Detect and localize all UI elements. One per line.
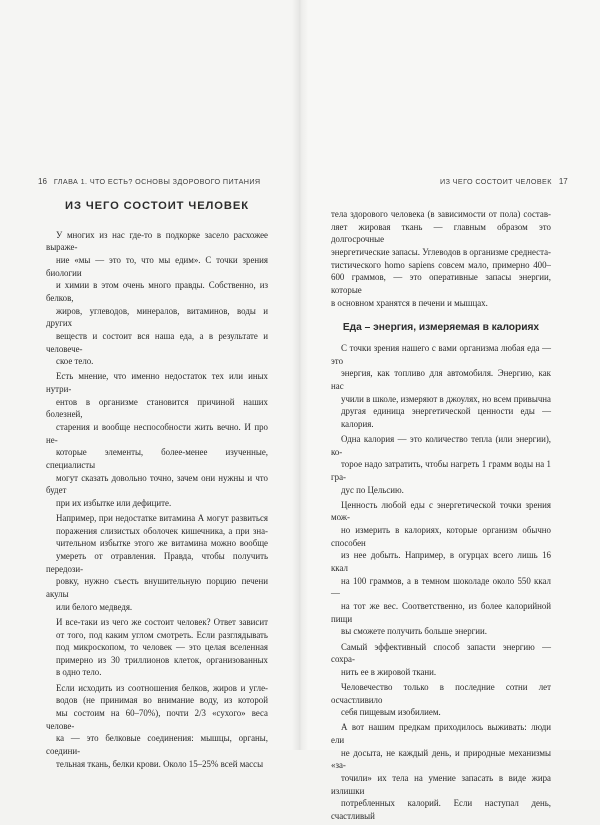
text-line: другая единица энергетической ценности еды —: [341, 406, 551, 417]
text-line: учили в школе, измеряют в джоулях, но всем привычна: [341, 393, 551, 404]
right-page-body: [331, 208, 551, 825]
paragraph: [331, 342, 551, 431]
left-running-head-text: ГЛАВА 1. ЧТО ЕСТЬ? ОСНОВЫ ЗДОРОВОГО ПИТАНИЯ: [53, 177, 261, 186]
text-line: ентов в организме становится причиной наших болезней,: [46, 396, 268, 420]
text-line: нить ее в жировой ткани.: [341, 666, 437, 677]
paragraph: [331, 641, 551, 679]
text-line: при их избытке или дефиците.: [56, 497, 172, 508]
text-line: 600 граммов, — это оперативные запасы энергии, которые: [331, 272, 551, 295]
right-page-number: 17: [558, 177, 568, 186]
text-line: Человечество только в последние сотни лет осчастливило: [331, 681, 551, 705]
text-line: С точки зрения нашего с вами организма любая еда — это: [331, 342, 551, 366]
text-line: чительном избытке этого же витамина можно вообще: [56, 538, 268, 549]
text-line: тельная ткань, белки крови. Около 15–25% всей массы: [56, 758, 264, 769]
text-line: на тот же вес. Соответственно, из более калорийной пищи: [331, 601, 551, 624]
paragraph: [46, 682, 268, 771]
paragraph: [46, 512, 268, 613]
paragraph: [331, 721, 551, 822]
text-line: точили» их тела на умение запасать в виде жира излишки: [331, 773, 551, 796]
paragraph: [331, 499, 551, 638]
text-line: которые элементы, более-менее изученные, специалисты: [46, 447, 268, 470]
text-line: Ценность любой еды с энергетической точки зрения мож-: [331, 499, 551, 523]
text-line: вы сможете получить больше энергии.: [341, 626, 488, 637]
left-running-header: [38, 177, 261, 186]
text-line: Одна калория — это количество тепла (или энергии), ко-: [331, 434, 551, 457]
text-line: и химии в этом очень много правды. Собственно, из белков,: [46, 280, 268, 303]
right-paragraphs-after: [331, 342, 551, 823]
right-paragraphs-before: [331, 208, 551, 309]
text-line: тела здорового человека (в зависимости от пола) состав-: [331, 209, 551, 219]
text-line: энергетические запасы. Углеводов в организме среднеста-: [331, 246, 551, 257]
text-line: жиров, углеводов, минералов, витаминов, воды и других: [46, 305, 268, 329]
text-line: торое надо затратить, чтобы нагреть 1 грамм воды на 1 гра-: [331, 459, 551, 482]
right-running-head-text: ИЗ ЧЕГО СОСТОИТ ЧЕЛОВЕК: [440, 177, 552, 186]
text-line: из нее добыть. Например, в огурцах всего лишь 16 ккал: [331, 550, 551, 574]
text-line: старения и вообще неспособности жить вечно. И про не-: [46, 422, 268, 445]
paragraph: [331, 208, 551, 309]
text-line: в одно тело.: [56, 667, 102, 678]
text-line: мы состоим на 60–70%), почти 2/3 «сухого» веса челове-: [46, 707, 268, 731]
text-line: водов (не принимая во внимание воду, из которой: [56, 695, 268, 706]
text-line: А вот нашим предкам приходилось выживать: люди ели: [331, 722, 551, 746]
paragraph: [46, 370, 268, 509]
right-running-header: [440, 177, 568, 186]
text-line: под микроскопом, то человек — это целая вселенная: [56, 642, 268, 653]
text-line: примерно из 30 триллионов клеток, организованных: [56, 654, 268, 665]
text-line: тистического homo sapiens совсем мало, примерно 400–: [331, 259, 551, 270]
text-line: потребленных калорий. Если наступал день, счастливый: [331, 798, 551, 822]
paragraph: [331, 433, 551, 496]
section-subtitle: Еда – энергия, измеряемая в калориях: [342, 322, 540, 334]
paragraph: [331, 681, 551, 719]
text-line: веществ и состоит вся наша еда, а в результате и человече-: [46, 330, 268, 354]
text-line: в основном хранятся в печени и мышцах.: [331, 297, 488, 308]
text-line: но измерить в калориях, которые организм обычно способен: [331, 525, 551, 548]
paragraph: [46, 616, 268, 679]
chapter-section-title: ИЗ ЧЕГО СОСТОИТ ЧЕЛОВЕК: [65, 200, 249, 212]
paragraph: [46, 229, 268, 368]
text-line: У многих из нас где-то в подкорке засело расхожее выраже-: [46, 229, 268, 253]
text-line: умереть от отравления. Правда, чтобы получить передози-: [46, 551, 268, 574]
text-line: могут сказать довольно точно, зачем они нужны и что будет: [46, 472, 268, 496]
left-page-number: 16: [38, 177, 47, 186]
text-line: Самый эффективный способ запасти энергию — сохра-: [331, 641, 551, 665]
text-line: калория.: [341, 418, 374, 429]
left-page-body: [46, 200, 268, 773]
text-line: Есть мнение, что именно недостаток тех или иных нутри-: [46, 371, 268, 395]
text-line: И все-таки из чего же состоит человек? Ответ зависит: [56, 616, 268, 627]
book-gutter: [292, 0, 308, 750]
text-line: Например, при недостатке витамина А могут развиться: [56, 513, 268, 524]
text-line: ляет жировая ткань — главным образом это долгосрочные: [331, 221, 551, 245]
text-line: себя пищевым изобилием.: [341, 707, 441, 718]
text-line: не досыта, не каждый день, и природные механизмы «за-: [331, 747, 551, 771]
text-line: Если исходить из соотношения белков, жиров и угле-: [56, 682, 268, 693]
text-line: ровку, нужно съесть внушительную порцию печени акулы: [46, 576, 268, 600]
text-line: энергия, как топливо для автомобиля. Энергию, как нас: [331, 368, 551, 391]
text-line: поражения слизистых оболочек кишечника, а при зна-: [56, 525, 268, 536]
text-line: ние «мы — это то, что мы едим». С точки зрения биологии: [46, 254, 268, 278]
text-line: дус по Цельсию.: [341, 484, 404, 495]
left-paragraphs: [46, 229, 268, 771]
text-line: от того, под каким углом смотреть. Если разглядывать: [56, 629, 268, 640]
text-line: на 100 граммов, а в темном шоколаде около 550 ккал —: [331, 575, 551, 599]
text-line: ка — это белковые соединения: мышцы, органы, соедини-: [46, 733, 268, 756]
text-line: или белого медведя.: [56, 601, 133, 612]
text-line: ское тело.: [56, 356, 94, 367]
